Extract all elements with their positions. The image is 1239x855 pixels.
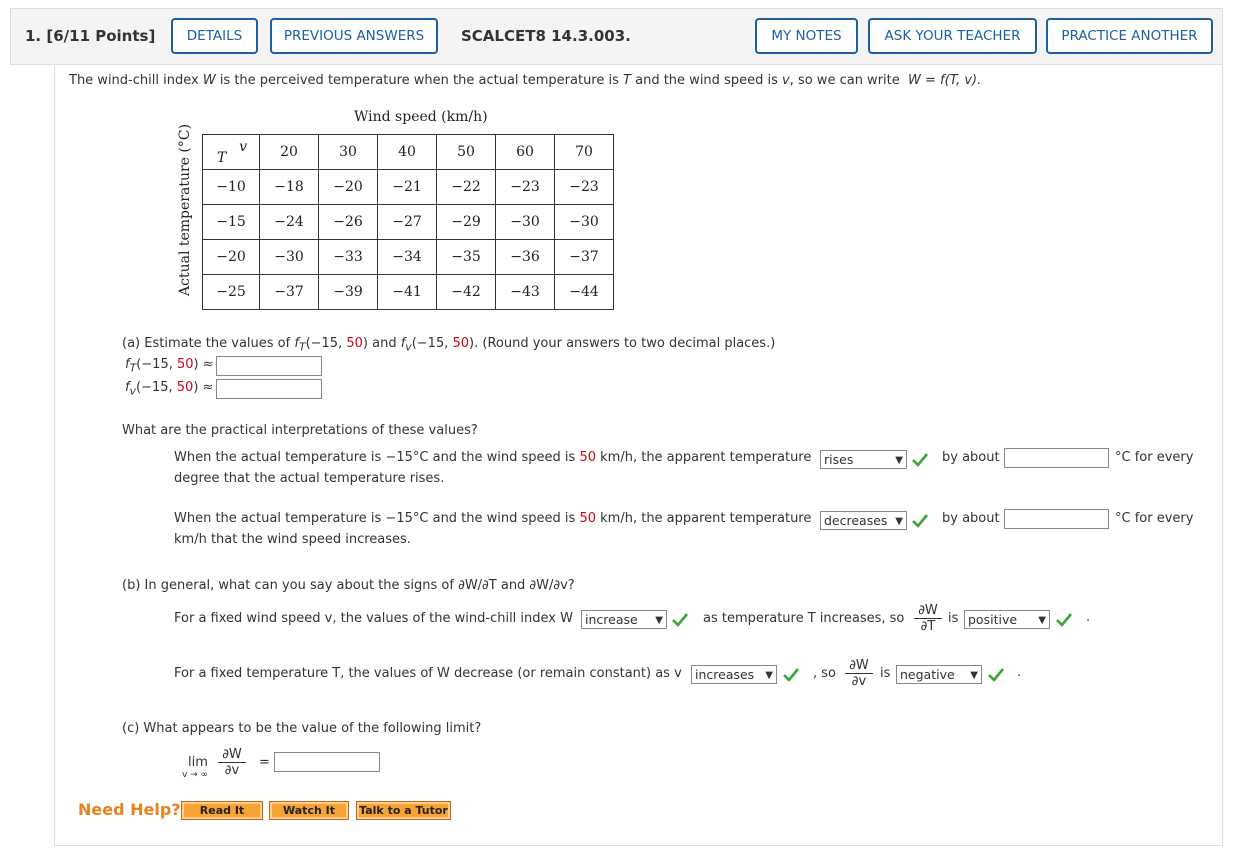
- check-icon: [987, 667, 1005, 683]
- dW-dT-fraction: $\frac{\partial W}{\partial T}$: [914, 603, 942, 634]
- check-icon: [911, 452, 929, 468]
- table-cell: −39: [319, 275, 378, 310]
- practice-another-button[interactable]: PRACTICE ANOTHER: [1046, 18, 1213, 54]
- talk-to-tutor-button[interactable]: Talk to a Tutor: [356, 801, 451, 820]
- table-row: [203, 205, 614, 240]
- table-cell: −43: [496, 275, 555, 310]
- is-label: is: [948, 611, 959, 626]
- table-cell: −30: [555, 205, 614, 240]
- fv-label: $f_v(-15$, 50) ≈: [125, 380, 214, 398]
- dW-dv-sign-select[interactable]: negative ▼: [896, 665, 982, 684]
- dW-dv-fraction: $\frac{\partial W}{\partial v}$: [845, 658, 873, 689]
- fT-answer-input[interactable]: [216, 356, 322, 376]
- table-cell: −23: [555, 170, 614, 205]
- table-cell: −27: [378, 205, 437, 240]
- part-b-line2-text: For a fixed temperature T, the values of W decrease (or remain constant) as v: [174, 666, 682, 681]
- table-cell: −30: [496, 205, 555, 240]
- check-icon: [911, 513, 929, 529]
- table-header-cell: 20: [260, 135, 319, 170]
- so-label: , so: [813, 666, 836, 681]
- previous-answers-button[interactable]: PREVIOUS ANSWERS: [270, 18, 438, 54]
- equals-sign: =: [259, 755, 270, 770]
- table-header-cell: 70: [555, 135, 614, 170]
- check-icon: [1055, 612, 1073, 628]
- intro-text: The wind-chill index W is the perceived temperature when the actual temperature is T and the wind speed is v, so we can write W = f(T, v).: [69, 73, 982, 88]
- table-cell: −37: [260, 275, 319, 310]
- interp-1-text: When the actual temperature is −15°C and the wind speed is 50 km/h, the apparent temperature: [174, 450, 812, 465]
- details-button[interactable]: DETAILS: [171, 18, 258, 54]
- check-icon: [671, 612, 689, 628]
- part-b-line1-text: For a fixed wind speed v, the values of the wind-chill index W: [174, 611, 573, 626]
- table-cell: −34: [378, 240, 437, 275]
- table-cell: −24: [260, 205, 319, 240]
- interp-1-line2: degree that the actual temperature rises.: [174, 471, 445, 486]
- is-label: is: [880, 666, 891, 681]
- part-b-v-select[interactable]: increases ▼: [691, 665, 777, 684]
- read-it-button[interactable]: Read It: [181, 801, 263, 820]
- limit-fraction: $\frac{\partial W}{\partial v}$: [218, 747, 246, 778]
- interp-2-amount-input[interactable]: [1004, 509, 1109, 529]
- table-cell: −18: [260, 170, 319, 205]
- table-cell: −44: [555, 275, 614, 310]
- table-cell: −30: [260, 240, 319, 275]
- table-row: [203, 275, 614, 310]
- dW-dT-sign-select[interactable]: positive ▼: [964, 610, 1050, 629]
- table-corner-cell: v T: [203, 135, 260, 170]
- fT-label: $f_T(-15$, 50) ≈: [125, 357, 214, 375]
- question-header: [10, 8, 1223, 65]
- my-notes-button[interactable]: MY NOTES: [755, 18, 858, 54]
- by-about-label: by about: [942, 511, 1000, 526]
- need-help-label: Need Help?: [78, 800, 181, 819]
- table-header-cell: 30: [319, 135, 378, 170]
- ask-your-teacher-button[interactable]: ASK YOUR TEACHER: [868, 18, 1037, 54]
- table-cell: −33: [319, 240, 378, 275]
- table-header-cell: 40: [378, 135, 437, 170]
- check-icon: [782, 667, 800, 683]
- question-points: 1. [6/11 Points]: [25, 27, 156, 45]
- table-caption-top: Wind speed (km/h): [354, 109, 488, 125]
- table-cell: −22: [437, 170, 496, 205]
- part-a-prompt: (a) Estimate the values of $f_T(-15$, 50) and $f_v(-15$, 50). (Round your answers to two decimal places.): [122, 336, 776, 354]
- part-b-line1-mid: as temperature T increases, so: [703, 611, 905, 626]
- interp-1-select[interactable]: rises ▼: [820, 450, 907, 469]
- period: .: [1017, 665, 1022, 680]
- interp-2-unit: °C for every: [1115, 511, 1194, 526]
- period: .: [1086, 610, 1091, 625]
- limit-answer-input[interactable]: [274, 752, 380, 772]
- table-row: [203, 170, 614, 205]
- part-c-prompt: (c) What appears to be the value of the following limit?: [122, 721, 482, 736]
- interp-2-text: When the actual temperature is −15°C and the wind speed is 50 km/h, the apparent temperature: [174, 511, 812, 526]
- table-header-row: [203, 135, 614, 170]
- table-cell: −20: [319, 170, 378, 205]
- table-row-header: −15: [203, 205, 260, 240]
- table-cell: −36: [496, 240, 555, 275]
- table-cell: −21: [378, 170, 437, 205]
- watch-it-button[interactable]: Watch It: [269, 801, 349, 820]
- table-cell: −26: [319, 205, 378, 240]
- table-cell: −37: [555, 240, 614, 275]
- table-cell: −41: [378, 275, 437, 310]
- table-cell: −29: [437, 205, 496, 240]
- problem-code: SCALCET8 14.3.003.: [461, 27, 631, 45]
- interp-1-unit: °C for every: [1115, 450, 1194, 465]
- intro-formula: W = f(T, v).: [908, 73, 982, 88]
- interp-1-amount-input[interactable]: [1004, 448, 1109, 468]
- part-b-trend-select[interactable]: increase ▼: [581, 610, 667, 629]
- part-b-prompt: (b) In general, what can you say about the signs of ∂W/∂T and ∂W/∂v?: [122, 578, 575, 593]
- by-about-label: by about: [942, 450, 1000, 465]
- interpretation-question: What are the practical interpretations of these values?: [122, 423, 478, 438]
- table-cell: −42: [437, 275, 496, 310]
- table-row-header: −10: [203, 170, 260, 205]
- table-cell: −23: [496, 170, 555, 205]
- fv-answer-input[interactable]: [216, 379, 322, 399]
- table-row: [203, 240, 614, 275]
- table-header-cell: 60: [496, 135, 555, 170]
- table-caption-side: Actual temperature (°C): [177, 123, 193, 296]
- wind-chill-table: [202, 134, 614, 310]
- interp-2-select[interactable]: decreases ▼: [820, 511, 907, 530]
- lim-label: lim: [188, 755, 208, 770]
- table-header-cell: 50: [437, 135, 496, 170]
- table-row-header: −20: [203, 240, 260, 275]
- table-row-header: −25: [203, 275, 260, 310]
- interp-2-line2: km/h that the wind speed increases.: [174, 532, 411, 547]
- lim-subscript: v → ∞: [182, 770, 209, 780]
- table-cell: −35: [437, 240, 496, 275]
